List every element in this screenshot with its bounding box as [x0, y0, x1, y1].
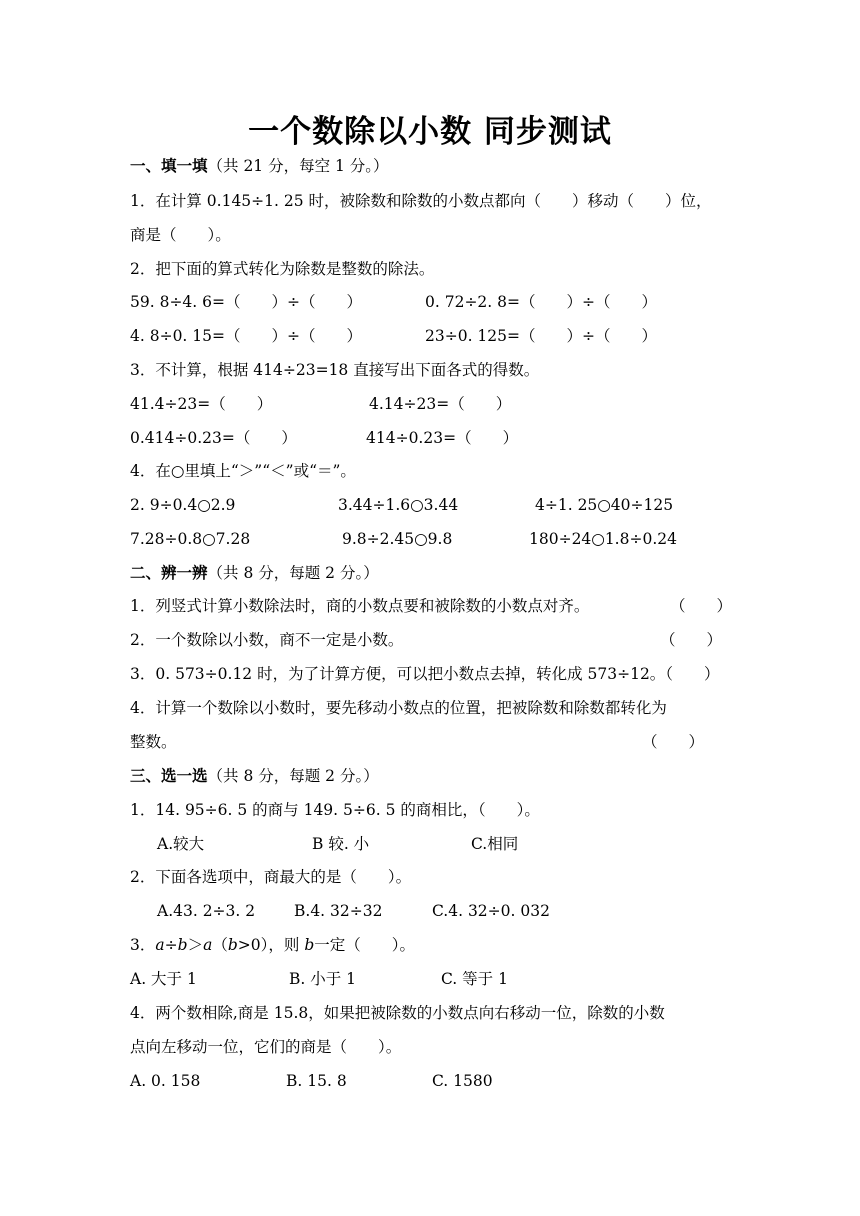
- section-3-heading: [130, 766, 379, 786]
- answer-parentheses: （ ）: [670, 597, 733, 615]
- section-1-heading: [130, 156, 389, 176]
- s1-q1-line1: 1．在计算 0.145÷1. 25 时，被除数和除数的小数点都向（ ）移动（ ）位，: [130, 192, 712, 210]
- answer-parentheses: （ ）: [642, 733, 705, 751]
- s1-q4-item: 7.28÷0.8○7.28: [130, 530, 251, 548]
- s1-q3-item: 4.14÷23=（ ）: [369, 395, 512, 413]
- s3-q3-tail: 一定（ ）。: [314, 936, 416, 954]
- s3-q3-option: C. 等于 1: [441, 970, 508, 988]
- s2-q4-line2: 整数。: [130, 733, 177, 751]
- s1-q2-item: 23÷0. 125=（ ）÷（ ）: [425, 327, 657, 345]
- s3-q4-line2: 点向左移动一位，它们的商是（ ）。: [130, 1038, 402, 1056]
- s3-q2-option: C.4. 32÷0. 032: [432, 902, 550, 920]
- s1-q2-item: 4. 8÷0. 15=（ ）÷（ ）: [130, 327, 362, 345]
- section-3-title: 三、选一选: [130, 767, 208, 785]
- s3-q1-option: A.较大: [157, 835, 205, 853]
- variable-a: a: [155, 936, 165, 954]
- s2-q3: 3．0. 573÷0.12 时，为了计算方便，可以把小数点去掉，转化成 573÷12。（ ）: [130, 665, 720, 683]
- s1-q1-line2: 商是（ ）。: [130, 226, 231, 244]
- s2-q4-line1: 4．计算一个数除以小数时，要先移动小数点的位置，把被除数和除数都转化为: [130, 699, 667, 717]
- s1-q4-item: 4÷1. 25○40÷125: [535, 496, 674, 514]
- divide-sign: ÷: [164, 936, 178, 954]
- variable-b: b: [304, 936, 315, 954]
- section-1-title: 一、填一填: [130, 157, 208, 175]
- page-title: 一个数除以小数 同步测试: [248, 114, 612, 150]
- s1-q4-item: 2. 9÷0.4○2.9: [130, 496, 236, 514]
- answer-parentheses: （ ）: [660, 631, 723, 649]
- s2-q2: 2．一个数除以小数，商不一定是小数。: [130, 631, 404, 649]
- s1-q2-item: 0. 72÷2. 8=（ ）÷（ ）: [425, 293, 657, 311]
- s3-q2-option: A.43. 2÷3. 2: [157, 902, 256, 920]
- s1-q3: 3．不计算，根据 414÷23=18 直接写出下面各式的得数。: [130, 361, 540, 379]
- condition-text: >0），则: [237, 936, 300, 954]
- section-1-scoring: （共 21 分，每空 1 分。）: [207, 157, 389, 175]
- section-3-scoring: （共 8 分，每题 2 分。）: [207, 767, 379, 785]
- paren-open: （: [212, 936, 228, 954]
- variable-b: b: [177, 936, 188, 954]
- s1-q4-item: 180÷24○1.8÷0.24: [529, 530, 677, 548]
- s3-q3: [130, 935, 415, 955]
- s3-q4-option: A. 0. 158: [130, 1072, 201, 1090]
- s3-q2-option: B.4. 32÷32: [294, 902, 383, 920]
- section-2-scoring: （共 8 分，每题 2 分。）: [207, 564, 379, 582]
- s3-q3-option: B. 小于 1: [289, 970, 357, 988]
- section-2-title: 二、辨一辨: [130, 564, 208, 582]
- section-2-heading: [130, 563, 379, 583]
- s3-q1: 1．14. 95÷6. 5 的商与 149. 5÷6. 5 的商相比，（ ）。: [130, 801, 540, 819]
- s3-q4-option: B. 15. 8: [286, 1072, 347, 1090]
- variable-a: a: [203, 936, 213, 954]
- variable-b: b: [227, 936, 238, 954]
- greater-sign: ＞: [187, 936, 204, 954]
- s1-q4-item: 3.44÷1.6○3.44: [338, 496, 459, 514]
- s1-q3-item: 0.414÷0.23=（ ）: [130, 429, 297, 447]
- s3-q1-option: B 较. 小: [312, 835, 370, 853]
- s3-q4-option: C. 1580: [432, 1072, 493, 1090]
- s3-q1-option: C.相同: [471, 835, 519, 853]
- s2-q1: 1．列竖式计算小数除法时，商的小数点要和被除数的小数点对齐。: [130, 597, 590, 615]
- s1-q4-item: 9.8÷2.45○9.8: [342, 530, 453, 548]
- s1-q3-item: 41.4÷23=（ ）: [130, 395, 273, 413]
- s3-q3-number: 3．: [130, 936, 156, 954]
- s3-q4-line1: 4．两个数相除,商是 15.8，如果把被除数的小数点向右移动一位，除数的小数: [130, 1004, 665, 1022]
- s1-q2-item: 59. 8÷4. 6=（ ）÷（ ）: [130, 293, 362, 311]
- s1-q2: 2．把下面的算式转化为除数是整数的除法。: [130, 260, 435, 278]
- s3-q3-option: A. 大于 1: [130, 970, 197, 988]
- s1-q3-item: 414÷0.23=（ ）: [366, 429, 519, 447]
- s1-q4: 4．在○里填上“＞”“＜”或“＝”。: [130, 462, 356, 480]
- s3-q2: 2．下面各选项中，商最大的是（ ）。: [130, 868, 412, 886]
